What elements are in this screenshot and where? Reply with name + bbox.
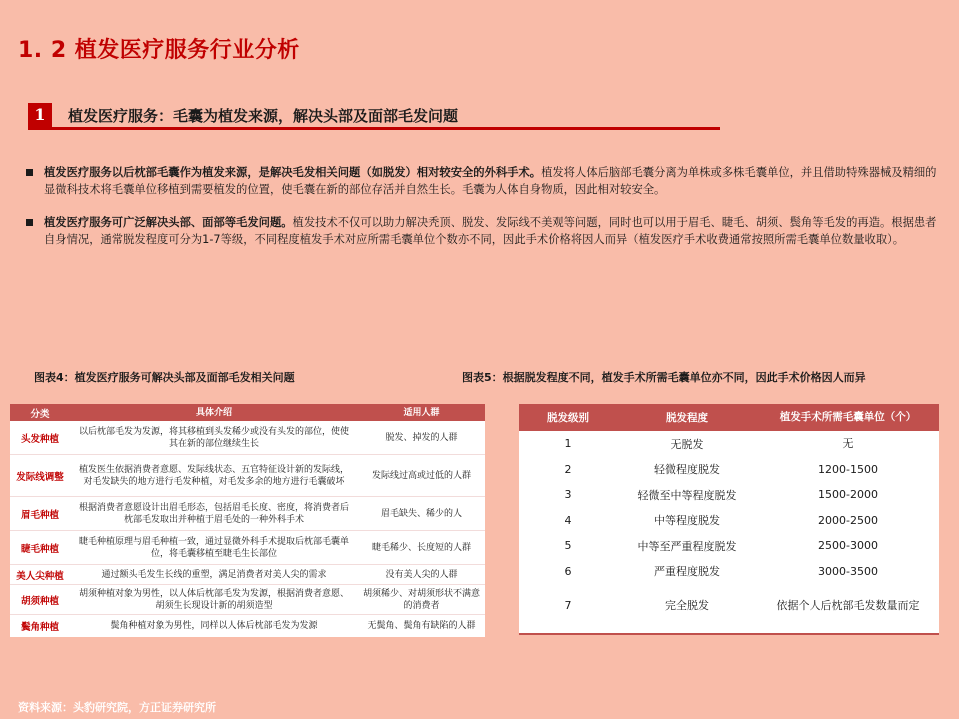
table-row	[10, 615, 485, 636]
cell-category: 头发种植	[20, 433, 59, 445]
header-degree: 脱发程度	[666, 412, 708, 424]
cell-level: 2	[564, 462, 572, 476]
table-row	[519, 508, 939, 534]
cell-desc: 胡须种植对象为男性，以人体后枕部毛发为发源，根据消费者意愿、胡须生长现设计新的胡须造型	[78, 588, 349, 611]
section-header	[28, 103, 720, 130]
cell-people: 眉毛缺失、稀少的人	[380, 508, 462, 519]
table-row	[519, 584, 939, 626]
figure5-title: 图表5：根据脱发程度不同，植发手术所需毛囊单位亦不同，因此手术价格因人而异	[462, 371, 866, 384]
cell-level: 5	[564, 539, 572, 553]
table-row	[519, 559, 939, 585]
bullet-bold-text: 植发医疗服务以后枕部毛囊作为植发来源，是解决毛发相关问题（如脱发）相对较安全的外科手术。	[44, 166, 542, 179]
cell-desc: 根据消费者意愿设计出眉毛形态，包括眉毛长度、密度，将消费者后枕部毛发取出并种植于眉毛处的一种外科手术	[78, 502, 349, 525]
cell-desc: 鬓角种植对象为男性，同样以人体后枕部毛发为发源	[110, 620, 318, 631]
bullet-list	[26, 164, 942, 264]
bullet-item	[26, 164, 942, 198]
cell-degree: 严重程度脱发	[654, 565, 720, 579]
cell-degree: 轻微程度脱发	[654, 463, 720, 477]
cell-desc: 通过额头毛发生长线的重塑，满足消费者对美人尖的需求	[101, 569, 327, 580]
cell-units: 2500-3000	[818, 539, 878, 553]
cell-category: 美人尖种植	[16, 570, 64, 582]
table-row	[10, 421, 485, 455]
cell-desc: 以后枕部毛发为发源，将其移植到头发稀少或没有头发的部位，使使其在新的部位继续生长	[78, 426, 349, 449]
cell-people: 脱发、掉发的人群	[385, 432, 458, 443]
cell-people: 睫毛稀少、长度短的人群	[371, 542, 471, 553]
table-row	[519, 533, 939, 559]
cell-people: 发际线过高或过低的人群	[371, 470, 471, 481]
cell-level: 1	[564, 437, 572, 451]
cell-level: 7	[564, 598, 572, 612]
cell-category: 眉毛种植	[20, 509, 59, 521]
header-category: 分类	[30, 408, 50, 420]
cell-units: 1500-2000	[818, 488, 878, 502]
cell-degree: 完全脱发	[665, 599, 709, 612]
header-people: 适用人群	[403, 407, 440, 418]
source-note: 资料来源：头豹研究院，方正证券研究所	[18, 701, 216, 714]
cell-degree: 中等程度脱发	[654, 514, 720, 528]
section-title: 植发医疗服务：毛囊为植发来源，解决头部及面部毛发问题	[68, 107, 459, 125]
header-desc: 具体介绍	[195, 407, 232, 418]
table-row	[519, 482, 939, 508]
cell-category: 发际线调整	[16, 471, 64, 483]
bullet-item	[26, 214, 942, 248]
bullet-text: 植发技术不仅可以助力解决秃顶、脱发、发际线不美观等问题，同时也可以用于眉毛、睫毛、胡须、鬓角等毛发的再造。根据患者自身情况，通常脱发程度可分为1-7等级，不同程度植发手术对应所需毛囊单位个数亦不同，因此手术价格将因人而异（植发医疗手术收费通常按照所需毛囊单位数量收取）。	[44, 216, 937, 246]
cell-people: 无鬓角、鬓角有缺陷的人群	[367, 620, 476, 631]
section-number: 1	[28, 103, 52, 127]
cell-category: 胡须种植	[20, 595, 59, 607]
cell-units: 3000-3500	[818, 564, 878, 578]
table-row	[10, 531, 485, 565]
figure4-table	[10, 404, 485, 637]
cell-level: 3	[564, 488, 572, 502]
cell-level: 6	[564, 564, 572, 578]
cell-units: 2000-2500	[818, 513, 878, 527]
cell-category: 鬓角种植	[20, 621, 59, 633]
cell-people: 没有美人尖的人群	[385, 569, 458, 580]
table-row	[10, 565, 485, 585]
cell-people: 胡须稀少、对胡须形状不满意的消费者	[362, 588, 480, 611]
header-level: 脱发级别	[547, 412, 589, 424]
cell-degree: 无脱发	[670, 437, 704, 451]
cell-desc: 睫毛种植原理与眉毛种植一致，通过显微外科手术提取后枕部毛囊单位，将毛囊移植至睫毛生长部位	[78, 536, 349, 559]
table-header	[519, 404, 939, 431]
square-bullet-icon	[26, 169, 33, 176]
table-row	[519, 431, 939, 457]
cell-desc: 植发医生依据消费者意愿、发际线状态、五官特征设计新的发际线，对毛发缺失的地方进行毛发种植，对毛发多余的地方进行毛囊破坏	[78, 464, 349, 487]
cell-degree: 中等至严重程度脱发	[637, 539, 737, 553]
cell-level: 4	[564, 513, 572, 527]
page-title: 1. 2 植发医疗服务行业分析	[18, 38, 300, 63]
cell-category: 睫毛种植	[20, 543, 59, 555]
figure5-table	[519, 404, 939, 635]
cell-degree: 轻微至中等程度脱发	[637, 488, 737, 502]
table-row	[10, 585, 485, 615]
bullet-text: 植发将人体后脑部毛囊分离为单株或多株毛囊单位，并且借助特殊器械及精细的显微科技术将毛囊单位移植到需要植发的位置，使毛囊在新的部位存活并自然生长。毛囊为人体自身物质，因此相对较安全。	[44, 166, 937, 196]
figure4-title: 图表4：植发医疗服务可解决头部及面部毛发相关问题	[34, 371, 295, 384]
cell-units: 无	[842, 437, 854, 451]
table-row	[519, 457, 939, 483]
bullet-bold-text: 植发医疗服务可广泛解决头部、面部等毛发问题。	[44, 216, 293, 229]
table-row	[10, 455, 485, 497]
cell-units: 依据个人后枕部毛发数量而定	[776, 598, 920, 612]
square-bullet-icon	[26, 219, 33, 226]
header-units: 植发手术所需毛囊单位（个）	[779, 411, 917, 423]
table-row	[10, 497, 485, 531]
table-header	[10, 404, 485, 421]
cell-units: 1200-1500	[818, 462, 878, 476]
